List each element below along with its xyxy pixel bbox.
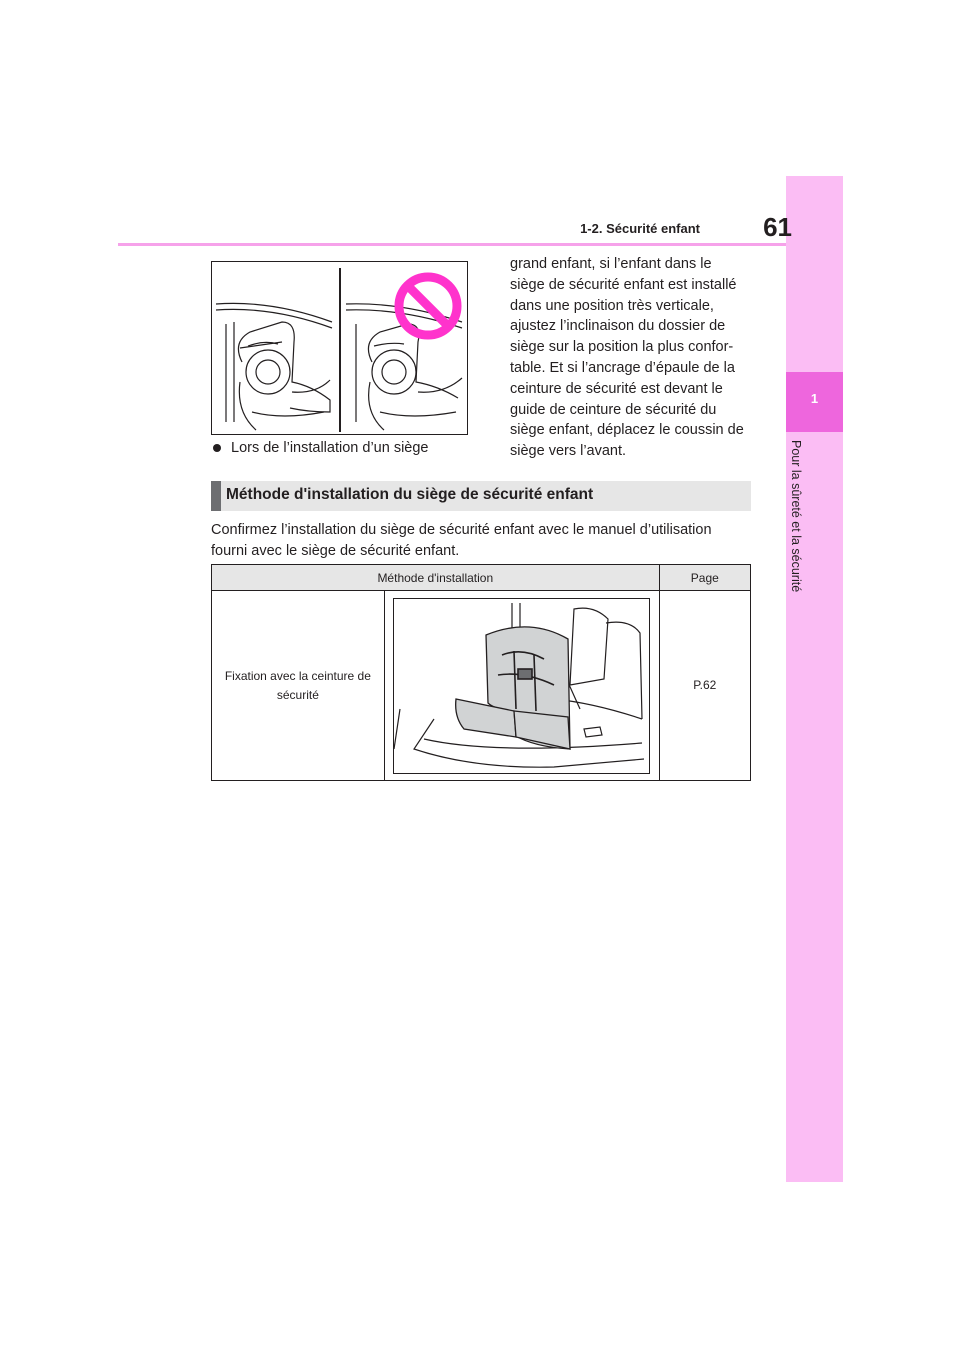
para-line: siège vers l’avant. xyxy=(510,443,627,460)
chapter-number: 1 xyxy=(810,391,819,406)
para-line: siège sur la position la plus confor- xyxy=(510,339,734,356)
para-line: grand enfant, si l’enfant dans le xyxy=(510,256,712,272)
method-line: sécurité xyxy=(276,687,319,702)
para-line: siège de sécurité enfant est installé xyxy=(510,276,737,293)
intro-line: fourni avec le siège de sécurité enfant. xyxy=(211,542,460,559)
right-paragraph xyxy=(510,254,760,462)
left-panel-drawing xyxy=(216,303,332,430)
para-line: dans une position très verticale, xyxy=(510,297,714,314)
section-heading-text: Méthode d'installation du siège de sécurité enfant xyxy=(226,486,594,503)
column-header-method: Méthode d'installation xyxy=(212,565,660,591)
intro-line: Confirmez l’installation du siège de sécurité enfant avec le manuel d’utilisation xyxy=(211,522,712,538)
prohibited-icon xyxy=(399,277,457,335)
para-line: table. Et si l’ancrage d’épaule de la xyxy=(510,359,735,376)
para-line: ceinture de sécurité est devant le xyxy=(510,380,723,397)
method-line: Fixation avec la ceinture de xyxy=(224,668,371,683)
para-line: siège enfant, déplacez le coussin de xyxy=(510,422,744,439)
method-figure-cell xyxy=(384,591,659,781)
method-cell xyxy=(212,591,385,781)
page-reference-cell[interactable]: P.62 xyxy=(659,591,750,781)
page-number: 61 xyxy=(763,212,792,242)
installation-method-table xyxy=(211,564,751,781)
child-seat-illustration xyxy=(393,598,650,774)
chapter-label: Pour la sûreté et la sécurité xyxy=(789,440,803,593)
bullet-item xyxy=(211,440,481,456)
para-line: guide de ceinture de sécurité du xyxy=(510,401,717,418)
table-row xyxy=(212,591,751,781)
para-line: ajustez l’inclinaison du dossier de xyxy=(510,318,726,335)
chapter-side-tab xyxy=(786,176,843,1182)
booster-seat-figure xyxy=(211,261,468,435)
booster-seat-illustration xyxy=(212,262,468,435)
bullet-dot-icon xyxy=(213,444,221,452)
section-title: 1-2. Sécurité enfant xyxy=(580,221,700,236)
section-heading xyxy=(211,481,751,511)
table-header-row xyxy=(212,565,751,591)
column-header-page: Page xyxy=(659,565,750,591)
bullet-text: Lors de l’installation d’un siège xyxy=(231,440,429,456)
heading-bar xyxy=(211,481,221,511)
header-rule xyxy=(118,243,786,246)
intro-paragraph xyxy=(211,520,756,561)
